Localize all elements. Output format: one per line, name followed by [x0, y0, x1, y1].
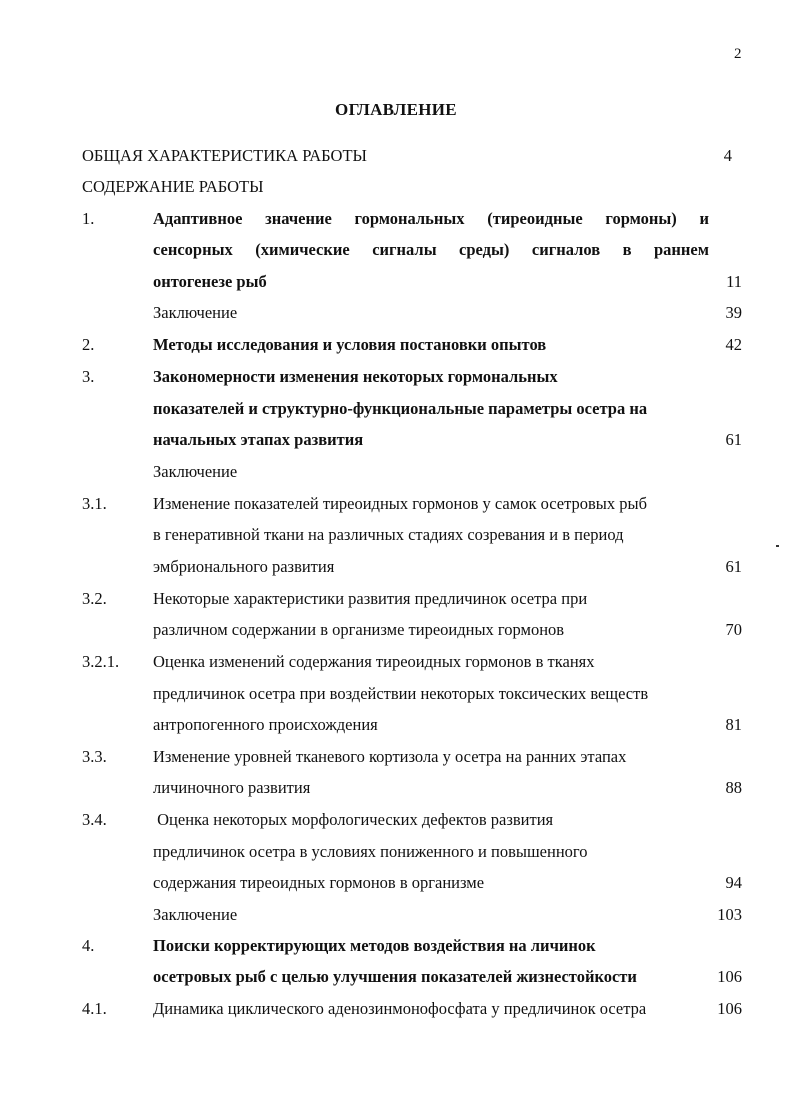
toc-entry-line: Динамика циклического аденозинмонофосфата у предличинок осетра [153, 999, 647, 1018]
toc-entry-number: 1. [82, 209, 95, 228]
toc-entry-page: 42 [725, 335, 742, 354]
toc-entry-line: Заключение [153, 462, 238, 481]
toc-entry-number: 3. [82, 367, 95, 386]
toc-entry-line: эмбрионального развития [153, 557, 335, 576]
toc-entry-line: Методы исследования и условия постановки опытов [153, 335, 547, 354]
toc-page-general: 4 [723, 146, 732, 165]
toc-entry-line: различном содержании в организме тиреоидных гормонов [153, 620, 565, 639]
toc-entry-number: 3.4. [82, 810, 107, 829]
toc-entry-number: 4. [82, 936, 95, 955]
toc-entry-number: 3.2. [82, 589, 107, 608]
toc-entry-page: 70 [725, 620, 742, 639]
toc-entry-page: 61 [725, 430, 742, 449]
toc-entry-line: содержания тиреоидных гормонов в организме [153, 873, 485, 892]
toc-entry-page: 106 [717, 999, 742, 1018]
toc-entry-line: сенсорных (химические сигналы среды) сигналов в раннем [153, 240, 709, 259]
toc-entry-page: 88 [725, 778, 742, 797]
page-title: ОГЛАВЛЕНИЕ [335, 100, 457, 119]
toc-entry-line: в генеративной ткани на различных стадиях созревания и в период [153, 525, 624, 544]
toc-entry-line: Оценка некоторых морфологических дефектов развития [153, 810, 554, 829]
toc-entry-line: показателей и структурно-функциональные параметры осетра на [153, 399, 648, 418]
toc-entry-page: 94 [725, 873, 742, 892]
toc-entry-line: начальных этапах развития [153, 430, 364, 449]
toc-entry-line: предличинок осетра в условиях пониженного и повышенного [153, 842, 588, 861]
toc-entry-page: 61 [725, 557, 742, 576]
toc-entry-page: 103 [717, 905, 742, 924]
scan-speck [776, 545, 779, 547]
toc-entry-line: предличинок осетра при воздействии некоторых токсических веществ [153, 684, 649, 703]
toc-entry-page: 39 [725, 303, 742, 322]
toc-entry-line: Заключение [153, 905, 238, 924]
toc-entry-number: 3.1. [82, 494, 107, 513]
toc-entry-line: Адаптивное значение гормональных (тиреоидные гормоны) и [153, 209, 709, 228]
toc-entry-line: осетровых рыб с целью улучшения показателей жизнестойкости [153, 967, 637, 986]
toc-entry-line: Оценка изменений содержания тиреоидных гормонов в тканях [153, 652, 595, 671]
toc-entry-line: Изменение показателей тиреоидных гормонов у самок осетровых рыб [153, 494, 647, 513]
toc-entry-line: Закономерности изменения некоторых гормональных [153, 367, 558, 386]
page-number: 2 [734, 46, 742, 62]
toc-entry-page: 106 [717, 967, 742, 986]
toc-entry-number: 3.2.1. [82, 652, 120, 671]
toc-entry-line: Некоторые характеристики развития предличинок осетра при [153, 589, 588, 608]
toc-entry-line: Поиски корректирующих методов воздействия на личинок [153, 936, 596, 955]
toc-entry-line: антропогенного происхождения [153, 715, 378, 734]
toc-entry-number: 4.1. [82, 999, 107, 1018]
toc-entry-line: личиночного развития [153, 778, 311, 797]
toc-entry-page: 81 [725, 715, 742, 734]
toc-entry-line: онтогенезе рыб [153, 272, 267, 291]
toc-section-contents: СОДЕРЖАНИЕ РАБОТЫ [82, 177, 264, 196]
toc-section-general: ОБЩАЯ ХАРАКТЕРИСТИКА РАБОТЫ [82, 146, 367, 165]
toc-entry-page: 11 [726, 272, 742, 291]
toc-entry-line: Заключение [153, 303, 238, 322]
toc-entry-number: 3.3. [82, 747, 107, 766]
toc-entry-number: 2. [82, 335, 95, 354]
toc-entry-line: Изменение уровней тканевого кортизола у осетра на ранних этапах [153, 747, 627, 766]
